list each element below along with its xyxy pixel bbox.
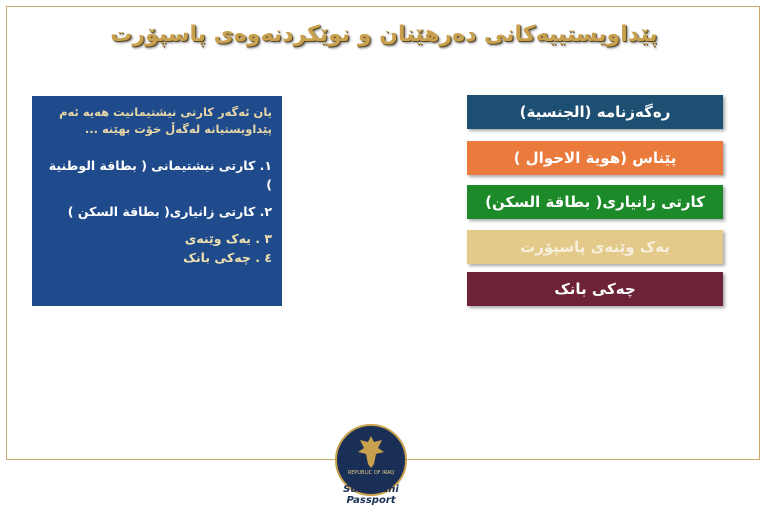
- requirements-panel: [32, 96, 282, 306]
- logo-brand-text: Sulaimani Passport: [343, 484, 399, 506]
- documents-list: [467, 95, 725, 310]
- panel-item-photo: ٣ . یەک وێنەی: [184, 231, 272, 246]
- doc-button-id-card[interactable]: پێناس (هویة الاحوال ): [467, 141, 723, 175]
- doc-button-nationality[interactable]: رەگەزنامە (الجنسیة): [467, 95, 723, 129]
- page-title: پێداویستییەکانی دەرهێنان و نوێکردنەوەی پاسپۆرت: [110, 22, 658, 47]
- panel-list: [42, 156, 272, 267]
- panel-item-national-card: ١. کارتی نیشتیمانی ( بطاقة الوطنیة ): [48, 158, 272, 192]
- doc-button-residence-card[interactable]: کارتی زانیاری( بطاقة السکن): [467, 185, 723, 219]
- logo-small-text: REPUBLIC OF IRAQ: [347, 470, 395, 476]
- panel-item-bank-check: ٤ . چەکی بانک: [183, 250, 272, 265]
- panel-intro: یان ئەگەر کارتی نیشتیمانیت هەیە ئەم پێداویستیانە لەگەڵ خۆت بهێنە ...: [59, 105, 272, 136]
- passport-logo: [326, 420, 416, 506]
- eagle-emblem-icon: [356, 434, 386, 470]
- doc-button-bank-check[interactable]: چەکی بانک: [467, 272, 723, 306]
- doc-button-passport-photo[interactable]: یەک وێنەی پاسپۆرت: [467, 230, 723, 264]
- panel-item-residence-card: ٢. کارتی زانیاری( بطاقة السکن ): [67, 204, 272, 219]
